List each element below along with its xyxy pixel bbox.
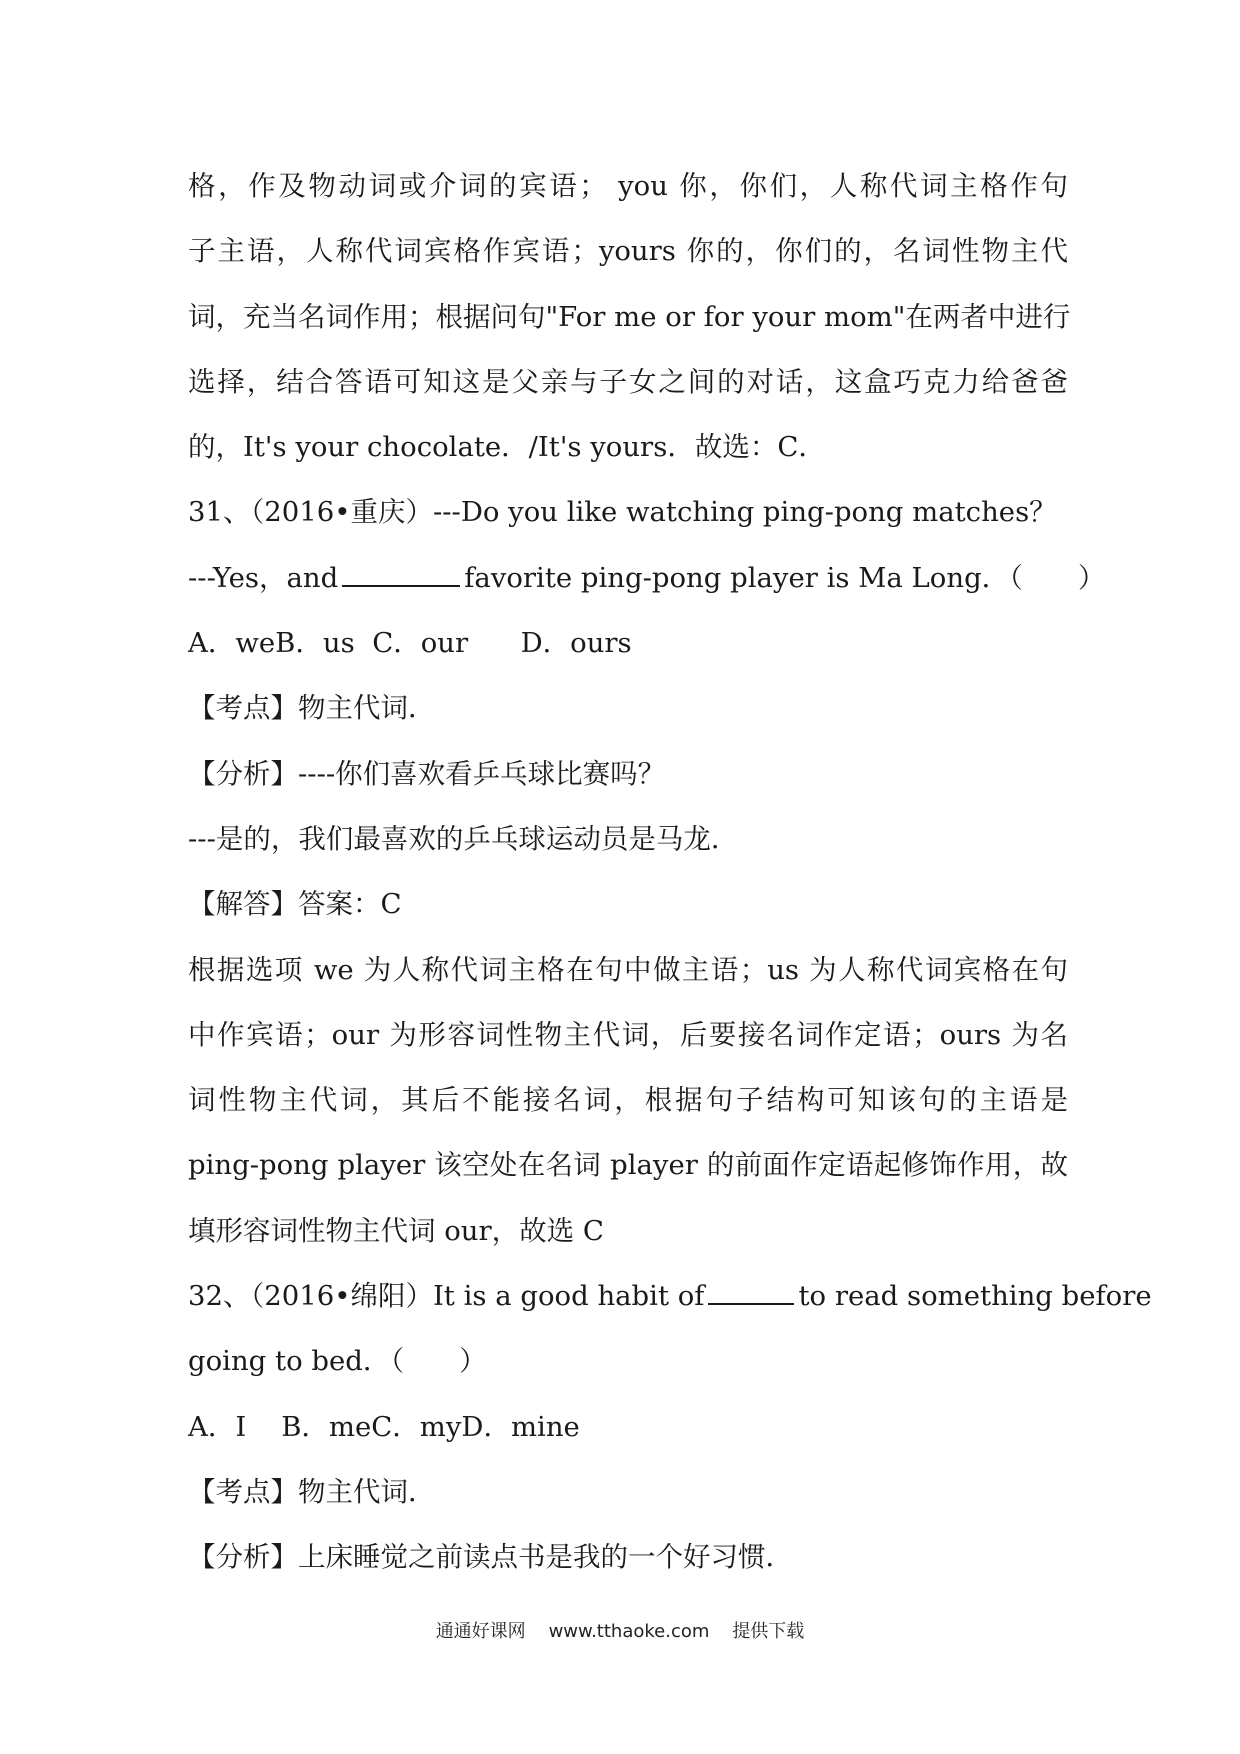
text-line: 选择，结合答语可知这是父亲与子女之间的对话，这盒巧克力给爸爸 [188, 365, 1068, 398]
question-32-options: A．I B．meC．myD．mine [188, 1410, 580, 1443]
text-line: ---是的，我们最喜欢的乒乓球运动员是马龙． [188, 822, 739, 855]
text-line: ping-pong player 该空处在名词 player 的前面作定语起修饰作用，故 [188, 1149, 1068, 1182]
question-31-stem: 31、（2016•重庆）---Do you like watching ping-pong matches？ [188, 496, 1057, 529]
fenxi-label: 【分析】----你们喜欢看乒乓球比赛吗？ [188, 757, 666, 790]
text-line: 词，充当名词作用；根据问句"For me or for your mom"在两者中进行 [188, 300, 1071, 333]
text-line: 子主语，人称代词宾格作宾语；yours 你的，你们的，名词性物主代 [188, 235, 1068, 268]
answer-blank [708, 1274, 794, 1305]
answer-blank [342, 556, 460, 587]
question-31-blank-line [188, 546, 1106, 611]
blank-before-text: 32、（2016•绵阳）It is a good habit of [188, 1280, 705, 1313]
text-line: 词性物主代词，其后不能接名词，根据句子结构可知该句的主语是 [188, 1084, 1068, 1117]
text-line: 中作宾语；our 为形容词性物主代词，后要接名词作定语；ours 为名 [188, 1018, 1068, 1051]
question-32-blank-line [188, 1264, 1152, 1329]
fenxi-label: 【分析】上床睡觉之前读点书是我的一个好习惯． [188, 1541, 793, 1574]
kaodian-label: 【考点】物主代词． [188, 692, 436, 725]
blank-after-text: to read something before [798, 1280, 1152, 1313]
blank-after-text: favorite ping-pong player is Ma Long．（ ） [464, 561, 1106, 594]
text-line: going to bed．（ ） [188, 1345, 487, 1378]
text-line: 根据选项 we 为人称代词主格在句中做主语；us 为人称代词宾格在句 [188, 953, 1068, 986]
blank-before-text: ---Yes，and [188, 561, 339, 594]
question-31-options: A．weB．us C．our D．ours [188, 627, 632, 660]
text-line: 的，It's your chocolate．/It's yours．故选：C． [188, 431, 826, 464]
text-line: 格，作及物动词或介词的宾语； you 你，你们，人称代词主格作句 [188, 170, 1068, 202]
page-footer: 通通好课网 www.tthaoke.com 提供下载 [435, 1621, 805, 1642]
text-line: 填形容词性物主代词 our，故选 C [188, 1214, 604, 1247]
page-content [188, 154, 1152, 1591]
kaodian-label: 【考点】物主代词． [188, 1475, 436, 1508]
jieda-label: 【解答】答案：C [188, 888, 402, 921]
